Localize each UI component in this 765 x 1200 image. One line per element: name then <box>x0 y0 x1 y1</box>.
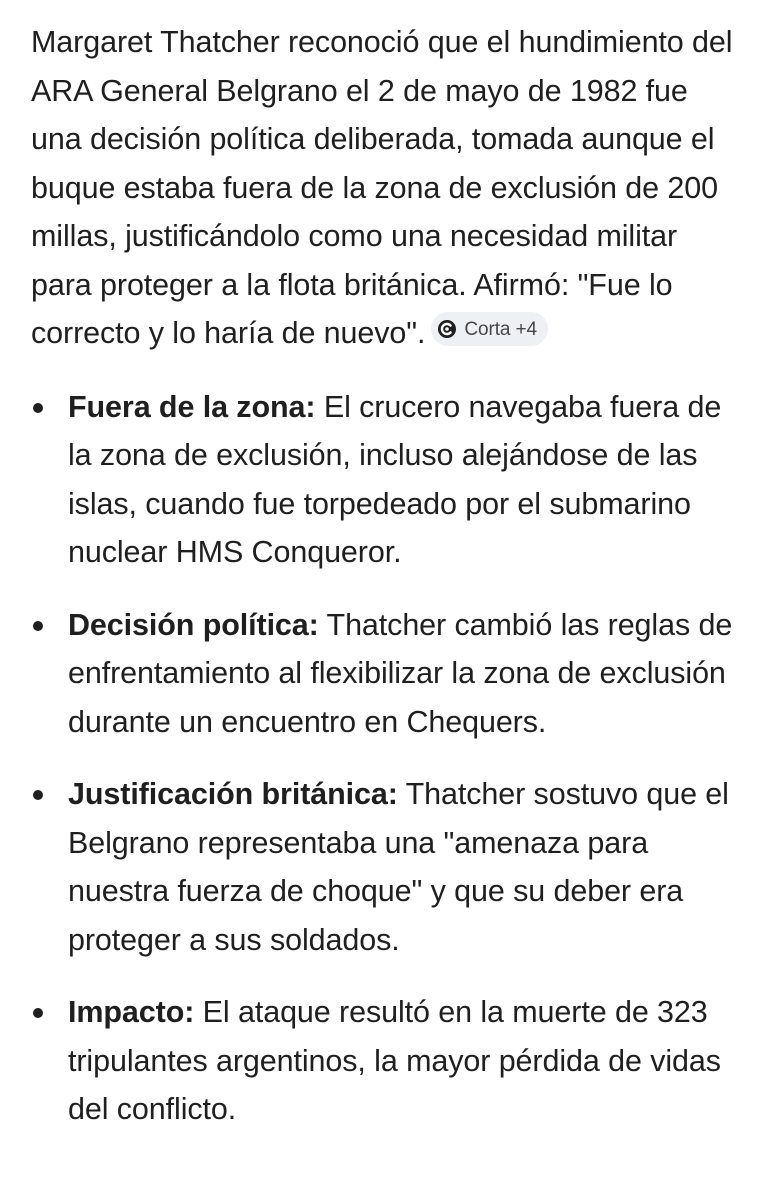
bullet-text: El ataque resultó en la muerte de 323 tripulantes argentinos, la mayor pérdida de vidas del conflicto. <box>68 995 721 1126</box>
bullet-list <box>31 383 743 1134</box>
bullet-title: Justificación británica: <box>68 777 398 811</box>
bullet-item-impacto <box>31 988 743 1134</box>
bullet-text: El crucero navegaba fuera de la zona de exclusión, incluso alejándose de las islas, cuando fue torpedeado por el submarino nuclear HMS Conqueror. <box>68 389 722 569</box>
bullet-title: Impacto: <box>68 995 195 1029</box>
bullet-title: Decisión política: <box>68 607 319 642</box>
bullet-text: Thatcher sostuvo que el Belgrano representaba una "amenaza para nuestra fuerza de choque" y que su deber era proteger a sus soldados. <box>68 777 729 957</box>
bullet-dot-icon <box>33 790 43 800</box>
bullet-title: Fuera de la zona: <box>68 389 316 424</box>
bullet-text: Thatcher cambió las reglas de enfrentamiento al flexibilizar la zona de exclusión durante un encuentro en Chequers. <box>68 607 733 739</box>
bullet-item-justificacion-britanica <box>31 770 743 964</box>
intro-paragraph <box>31 18 743 358</box>
bullet-item-decision-politica <box>31 601 743 747</box>
bullet-item-fuera-de-la-zona <box>31 383 743 577</box>
source-chip-label: Corta +4 <box>464 318 537 340</box>
bullet-dot-icon <box>33 621 43 631</box>
intro-text: Margaret Thatcher reconoció que el hundimiento del ARA General Belgrano el 2 de mayo de 1982 fue una decisión política deliberada, tomada aunque el buque estaba fuera de la zona de exclusión de 200 millas, justificándolo como una necesidad militar para proteger a la flota británica. Afirmó: "Fue lo correcto y lo haría de nuevo". <box>31 25 733 350</box>
bullet-dot-icon <box>33 1008 43 1018</box>
bullet-dot-icon <box>33 403 43 413</box>
source-chip[interactable] <box>431 312 548 346</box>
source-logo-icon <box>437 319 457 339</box>
